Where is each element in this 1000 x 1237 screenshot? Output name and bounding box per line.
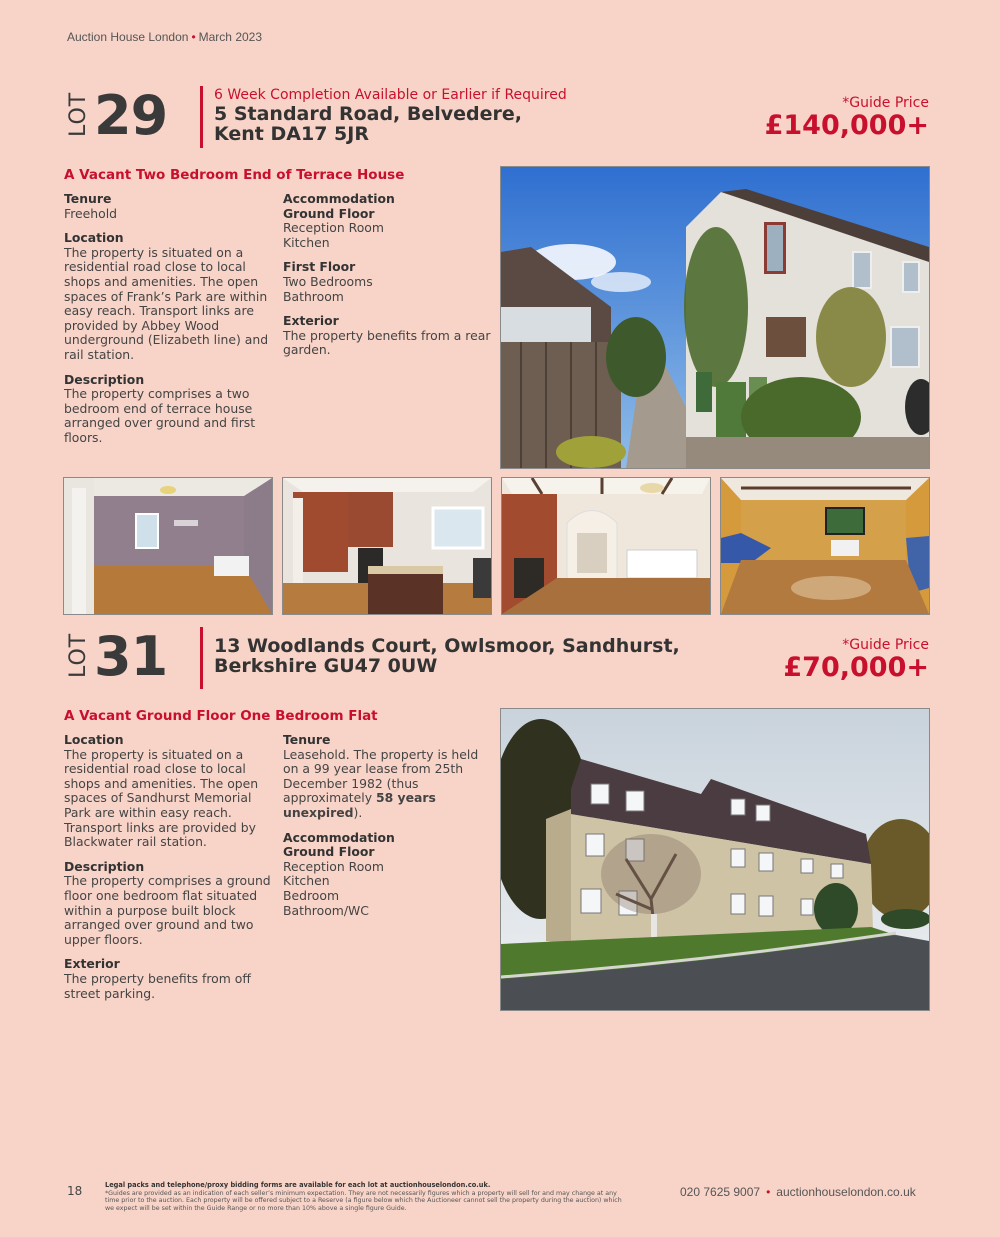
location-heading: Location — [64, 732, 124, 747]
room-item: Bedroom — [283, 887, 340, 903]
room-item: Bathroom/WC — [283, 902, 369, 918]
website-link[interactable]: auctionhouselondon.co.uk — [776, 1185, 916, 1199]
address-line-2: Kent DA17 5JR — [214, 123, 369, 145]
lot-headline: A Vacant Two Bedroom End of Terrace House — [64, 167, 405, 183]
exterior-heading: Exterior — [283, 313, 339, 329]
address-line-1: 5 Standard Road, Belvedere, — [214, 103, 523, 125]
details-column-left — [64, 192, 278, 456]
room-item: Reception Room — [283, 858, 384, 874]
page-header — [67, 30, 262, 44]
room-item: Kitchen — [283, 873, 330, 889]
guide-price-label: *Guide Price — [842, 95, 929, 111]
accommodation-heading: Accommodation — [283, 191, 395, 206]
accommodation-heading: Accommodation — [283, 829, 395, 845]
tenure-text-c: ). — [353, 804, 363, 820]
separator-dot: • — [191, 30, 196, 44]
lot-number: 29 — [94, 84, 168, 147]
lot-address — [214, 636, 680, 676]
exterior-text: The property benefits from off street parking. — [64, 970, 251, 1001]
description-heading: Description — [64, 858, 145, 874]
publisher-name: Auction House London — [67, 30, 189, 44]
property-photo-reception — [501, 477, 711, 615]
tenure-value: Freehold — [64, 205, 118, 221]
guide-price-label: *Guide Price — [842, 637, 929, 653]
guide-price-block — [783, 637, 929, 683]
lot-address — [214, 104, 522, 144]
property-photo-exterior — [500, 166, 930, 469]
address-line-2: Berkshire GU47 0UW — [214, 655, 438, 677]
exterior-heading: Exterior — [64, 956, 120, 972]
property-photo-kitchen — [282, 477, 492, 615]
description-text: The property comprises a two bedroom end of terrace house arranged over ground and first floors. — [64, 386, 256, 445]
legal-packs-note: Legal packs and telephone/proxy bidding forms are available for each lot at auctionhouselondon.co.uk. — [105, 1181, 491, 1189]
page-number: 18 — [67, 1184, 83, 1198]
lot-label: LOT — [66, 632, 91, 678]
guide-price: £140,000+ — [764, 110, 929, 141]
details-column-right — [283, 733, 495, 918]
guide-price: £70,000+ — [783, 652, 929, 683]
guide-price-block — [765, 95, 929, 141]
details-column-left — [64, 733, 278, 1011]
completion-note: 6 Week Completion Available or Earlier if Required — [214, 87, 567, 103]
tenure-heading: Tenure — [283, 732, 331, 747]
lot-label: LOT — [66, 91, 91, 137]
legal-disclaimer — [105, 1182, 630, 1212]
lease-remaining: 58 years unexpired — [283, 790, 436, 820]
location-heading: Location — [64, 230, 124, 246]
tenure-heading: Tenure — [64, 191, 112, 206]
room-item: Bathroom — [283, 288, 344, 304]
lot-headline: A Vacant Ground Floor One Bedroom Flat — [64, 708, 378, 724]
ground-floor-heading: Ground Floor — [283, 205, 375, 221]
address-line-1: 13 Woodlands Court, Owlsmoor, Sandhurst, — [214, 635, 680, 657]
footer-contact — [680, 1185, 916, 1199]
first-floor-heading: First Floor — [283, 259, 356, 275]
title-divider — [200, 86, 203, 148]
property-photo-exterior — [500, 708, 930, 1011]
location-text: The property is situated on a residential road close to local shops and amenities. The open spaces of Frank’s Park are within easy reach. Transport links are provided by Abbey Wood underground (Elizabeth line) and rail station. — [64, 244, 269, 362]
ground-floor-heading: Ground Floor — [283, 844, 375, 860]
title-divider — [200, 627, 203, 689]
tenure-text — [283, 748, 495, 821]
description-heading: Description — [64, 371, 145, 387]
property-photo-bedroom — [63, 477, 273, 615]
room-item: Kitchen — [283, 234, 330, 250]
tenure-text-a: Leasehold. The property is held on a 99 year lease from 25th December 1982 (thus approximately — [283, 746, 479, 806]
issue-date: March 2023 — [198, 30, 263, 44]
room-item: Reception Room — [283, 220, 384, 236]
lot-number: 31 — [94, 625, 168, 688]
phone-number: 020 7625 9007 — [680, 1185, 761, 1199]
property-photo-bedroom-2 — [720, 477, 930, 615]
guide-price-disclaimer: *Guides are provided as an indication of each seller’s minimum expectation. They are not necessarily figures which a property will sell for and may change at any time prior to the auction. Each property will be offered subject to a Reserve (a figure below which the Auctioneer cannot sell the property during the auction) which we expect will be set within the Guide Range or no more than 10% above a single figure Guide. — [105, 1189, 622, 1212]
description-text: The property comprises a ground floor one bedroom flat situated within a purpose built block arranged over ground and two upper floors. — [64, 873, 271, 947]
details-column-right — [283, 192, 495, 358]
exterior-text: The property benefits from a rear garden. — [283, 327, 491, 358]
separator-dot: • — [766, 1185, 771, 1199]
room-item: Two Bedrooms — [283, 273, 373, 289]
location-text: The property is situated on a residential road close to local shops and amenities. The open spaces of Sandhurst Memorial Park are within easy reach. Transport links are provided by Blackwater rail station. — [64, 746, 259, 850]
